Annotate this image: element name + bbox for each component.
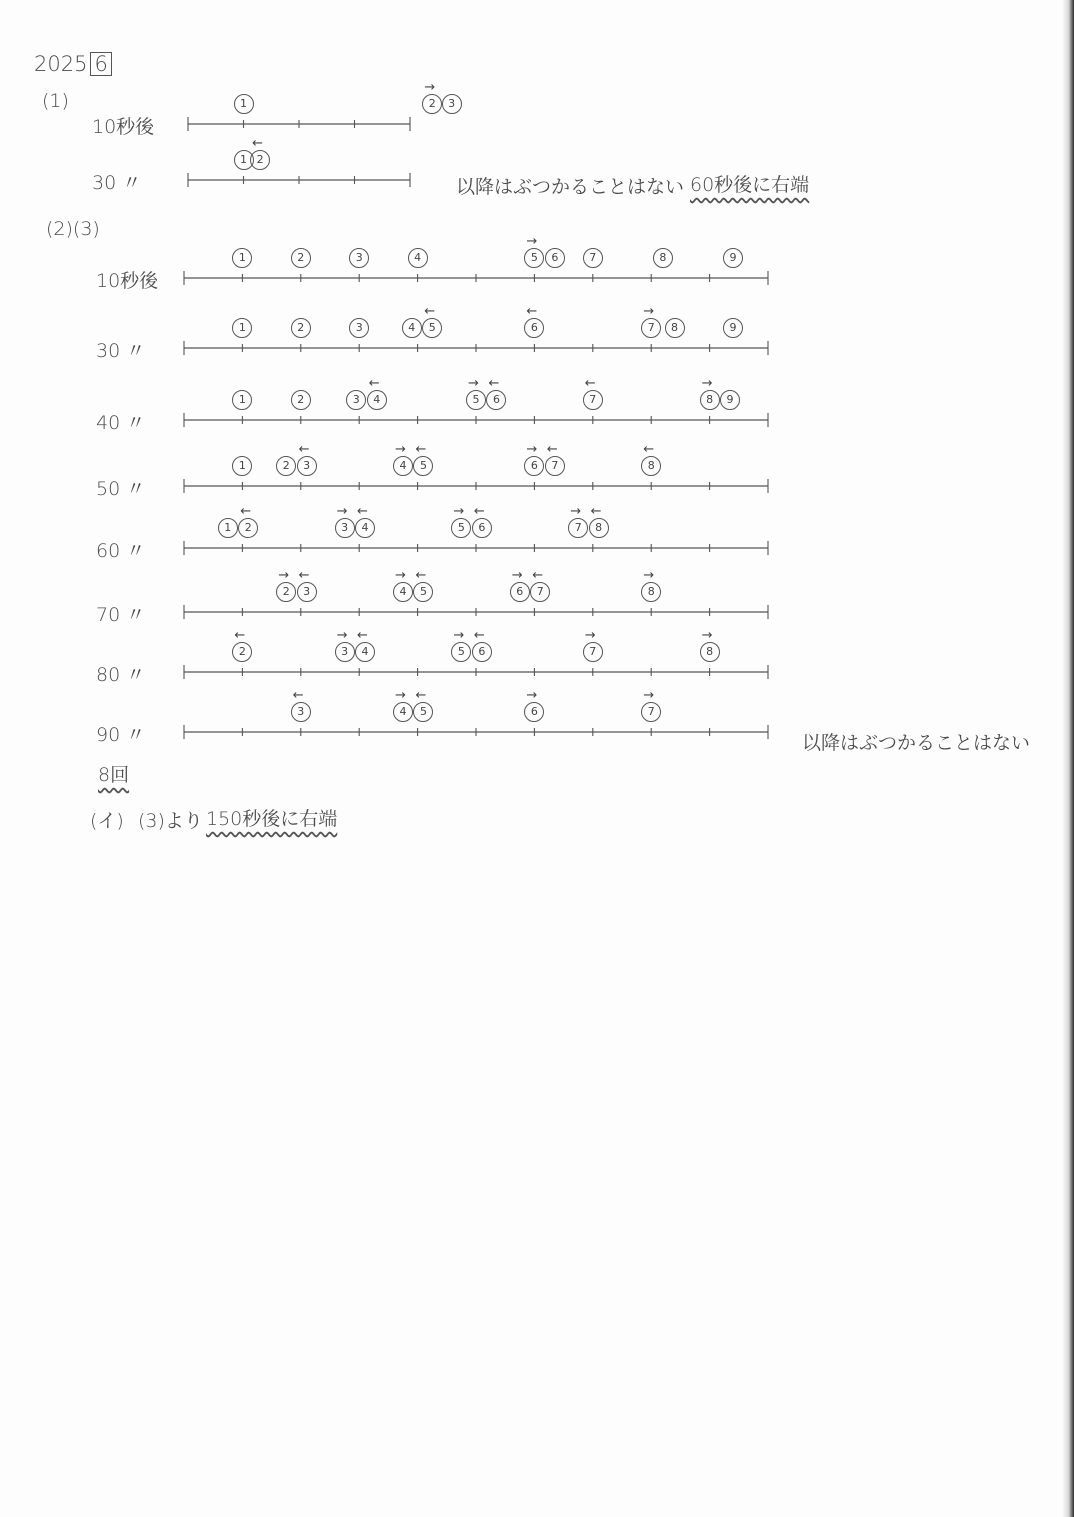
ball-number: 3 (303, 459, 311, 472)
arrow-right-icon: → (424, 80, 436, 95)
ball-number: 5 (419, 585, 427, 598)
ball-3 (335, 504, 355, 538)
ball-3 (297, 442, 317, 476)
ball-number: 4 (399, 585, 407, 598)
arrow-left-icon: ← (415, 568, 427, 583)
ball-number: 1 (238, 321, 246, 334)
ball-number: 7 (647, 321, 655, 334)
ball-number: 5 (530, 251, 538, 264)
time-label: 10秒後 (96, 270, 159, 292)
ball-9 (723, 318, 743, 338)
ball-number: 8 (647, 585, 655, 598)
time-label: 90 〃 (96, 724, 146, 746)
ball-number: 2 (297, 321, 305, 334)
part2-note: 以降はぶつかることはない (802, 732, 1031, 754)
ball-number: 2 (282, 585, 290, 598)
ball-number: 5 (419, 459, 427, 472)
arrow-right-icon: → (701, 628, 713, 643)
part4-answer: 150秒後に右端 (206, 808, 338, 830)
ball-8 (653, 248, 673, 268)
ball-number: 3 (355, 321, 363, 334)
ball-4 (402, 318, 422, 338)
arrow-right-icon: → (643, 304, 655, 319)
arrow-right-icon: → (395, 442, 406, 457)
ball-4 (355, 628, 375, 662)
time-label: 60 〃 (96, 540, 146, 562)
arrow-right-icon: → (336, 504, 348, 519)
arrow-left-icon: ← (584, 376, 596, 391)
ball-number: 7 (589, 645, 597, 658)
part4-label: (イ) (90, 810, 124, 832)
ball-number: 4 (399, 459, 407, 472)
ball-number: 2 (256, 153, 264, 166)
arrow-left-icon: ← (415, 688, 427, 703)
ball-number: 7 (589, 251, 597, 264)
ball-number: 4 (373, 393, 381, 406)
ball-number: 1 (238, 251, 246, 264)
ball-9 (720, 390, 740, 410)
ball-4 (355, 504, 375, 538)
ball-number: 5 (472, 393, 480, 406)
arrow-left-icon: ← (526, 304, 538, 319)
part2-label: (2)(3) (46, 218, 100, 240)
arrow-right-icon: → (526, 688, 538, 703)
ball-2 (250, 136, 270, 170)
ball-number: 7 (589, 393, 597, 406)
ball-6 (472, 628, 492, 662)
ball-number: 2 (297, 393, 305, 406)
arrow-left-icon: ← (298, 568, 310, 583)
ball-number: 9 (726, 393, 734, 406)
ball-number: 7 (536, 585, 544, 598)
ball-number: 2 (238, 645, 246, 658)
ball-number: 8 (706, 645, 714, 658)
ball-number: 6 (530, 321, 538, 334)
ball-1 (234, 94, 254, 114)
ball-number: 4 (361, 521, 369, 534)
arrow-left-icon: ← (473, 504, 485, 519)
ball-number: 2 (244, 521, 252, 534)
ball-2 (291, 318, 311, 338)
ball-1 (218, 518, 238, 538)
part1-note: 以降はぶつかることはない (456, 176, 685, 198)
ball-number: 1 (238, 459, 246, 472)
arrow-left-icon: ← (546, 442, 558, 457)
time-label: 30 〃 (96, 340, 146, 362)
time-label: 70 〃 (96, 604, 146, 626)
ball-number: 9 (729, 251, 737, 264)
ball-8 (700, 628, 720, 662)
ball-number: 3 (297, 705, 305, 718)
ball-4 (367, 376, 387, 410)
time-label: 80 〃 (96, 664, 146, 686)
arrow-right-icon: → (395, 568, 406, 583)
ball-7 (545, 442, 565, 476)
ball-4 (393, 688, 413, 722)
ball-number: 3 (355, 251, 363, 264)
ball-4 (408, 248, 428, 268)
arrow-right-icon: → (453, 504, 465, 519)
arrow-right-icon: → (643, 568, 655, 583)
ball-number: 4 (399, 705, 407, 718)
ball-number: 3 (448, 97, 456, 110)
ball-5 (466, 376, 486, 410)
arrow-right-icon: → (526, 234, 538, 249)
ball-number: 4 (408, 321, 416, 334)
arrow-right-icon: → (584, 628, 596, 643)
ball-7 (583, 248, 603, 268)
time-label: 50 〃 (96, 478, 146, 500)
year-text: 2025 (34, 52, 88, 76)
arrow-right-icon: → (278, 568, 290, 583)
arrow-left-icon: ← (488, 376, 500, 391)
ball-3 (291, 688, 311, 722)
ball-number: 8 (706, 393, 714, 406)
ball-number: 5 (457, 645, 465, 658)
ball-number: 2 (428, 97, 436, 110)
arrow-right-icon: → (453, 628, 465, 643)
ball-number: 7 (574, 521, 582, 534)
ball-3 (335, 628, 355, 662)
ball-number: 8 (671, 321, 679, 334)
ball-number: 8 (595, 521, 603, 534)
arrow-left-icon: ← (643, 442, 655, 457)
ball-number: 8 (659, 251, 667, 264)
ball-8 (700, 376, 720, 410)
part1-label: (1) (42, 90, 69, 112)
arrow-left-icon: ← (298, 442, 310, 457)
arrow-right-icon: → (643, 688, 655, 703)
ball-number: 6 (516, 585, 524, 598)
time-label: 40 〃 (96, 412, 146, 434)
ball-3 (297, 568, 317, 602)
time-label: 30 〃 (92, 172, 142, 194)
ball-number: 1 (238, 393, 246, 406)
ball-number: 1 (224, 521, 232, 534)
arrow-left-icon: ← (532, 568, 544, 583)
ball-number: 3 (352, 393, 360, 406)
ball-4 (393, 568, 413, 602)
arrow-right-icon: → (570, 504, 582, 519)
ball-number: 8 (647, 459, 655, 472)
ball-2 (291, 390, 311, 410)
ball-3 (442, 94, 462, 114)
arrow-left-icon: ← (252, 136, 264, 151)
ball-number: 6 (530, 459, 538, 472)
ball-number: 7 (647, 705, 655, 718)
arrow-left-icon: ← (240, 504, 252, 519)
ball-number: 3 (341, 645, 349, 658)
ball-number: 6 (530, 705, 538, 718)
ball-number: 2 (297, 251, 305, 264)
arrow-right-icon: → (526, 442, 538, 457)
part4-reference: (3)より (138, 810, 203, 832)
ball-number: 6 (551, 251, 559, 264)
arrow-left-icon: ← (234, 628, 246, 643)
arrow-right-icon: → (511, 568, 523, 583)
arrow-right-icon: → (336, 628, 348, 643)
arrow-left-icon: ← (357, 504, 368, 519)
ball-number: 6 (492, 393, 500, 406)
ball-8 (589, 504, 609, 538)
time-label: 10秒後 (92, 116, 155, 138)
part1-answer: 60秒後に右端 (690, 174, 810, 196)
ball-number: 4 (361, 645, 369, 658)
ball-number: 6 (478, 645, 486, 658)
ball-4 (393, 442, 413, 476)
ball-7 (583, 376, 603, 410)
ball-number: 2 (282, 459, 290, 472)
ball-9 (723, 248, 743, 268)
ball-number: 7 (551, 459, 559, 472)
ball-number: 1 (240, 153, 247, 166)
ball-7 (583, 628, 603, 662)
arrow-right-icon: → (701, 376, 713, 391)
arrow-left-icon: ← (473, 628, 485, 643)
arrow-left-icon: ← (368, 376, 380, 391)
arrow-right-icon: → (468, 376, 479, 391)
ball-6 (510, 568, 530, 602)
arrow-right-icon: → (395, 688, 406, 703)
ball-number: 5 (428, 321, 436, 334)
problem-number-box: 6 (90, 52, 111, 76)
collision-count: 8回 (98, 764, 130, 786)
ball-number: 4 (414, 251, 422, 264)
ball-2 (291, 248, 311, 268)
ball-number: 1 (240, 97, 247, 110)
ball-number: 6 (478, 521, 486, 534)
ball-number: 5 (457, 521, 465, 534)
arrow-left-icon: ← (415, 442, 427, 457)
ball-number: 3 (341, 521, 349, 534)
arrow-left-icon: ← (292, 688, 304, 703)
ball-8 (665, 318, 685, 338)
arrow-left-icon: ← (357, 628, 368, 643)
ball-number: 3 (303, 585, 311, 598)
arrow-left-icon: ← (590, 504, 602, 519)
ball-number: 9 (729, 321, 737, 334)
ball-number: 5 (419, 705, 427, 718)
arrow-left-icon: ← (424, 304, 436, 319)
ball-6 (472, 504, 492, 538)
ball-6 (545, 248, 565, 268)
